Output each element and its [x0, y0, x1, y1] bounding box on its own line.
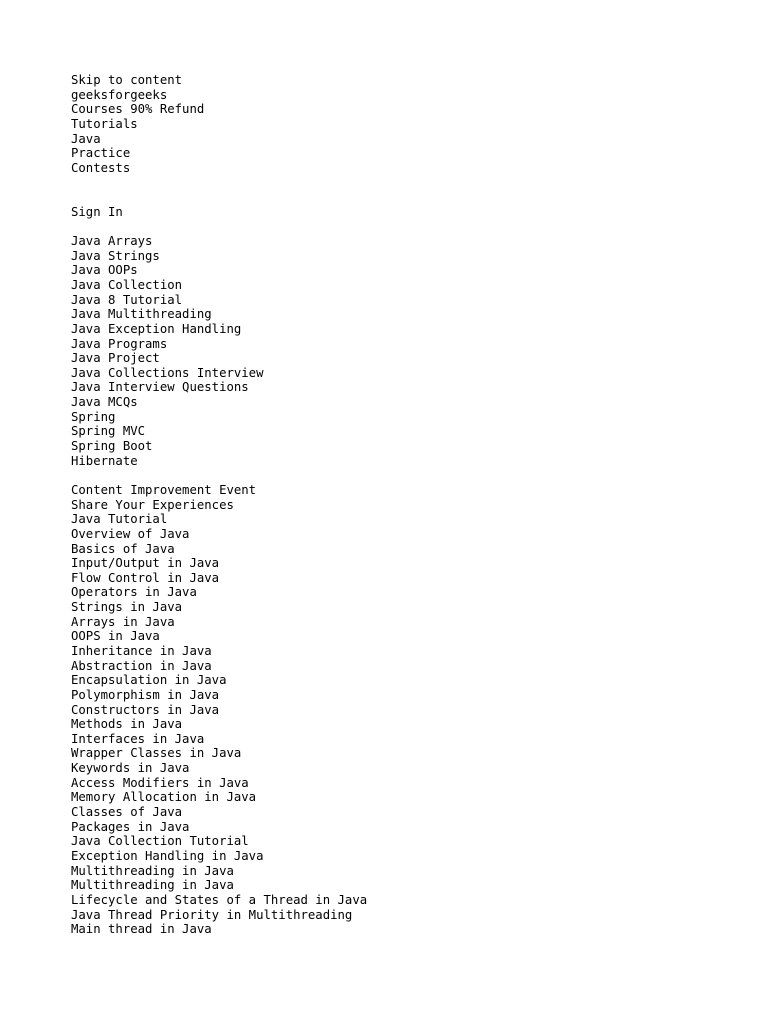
sidebar-item-strings-in-java[interactable]: Strings in Java — [71, 600, 183, 615]
sidebar-item-memory-allocation-in-java[interactable]: Memory Allocation in Java — [71, 790, 257, 805]
topic-nav — [71, 234, 751, 468]
topic-link-spring[interactable]: Spring — [71, 409, 116, 424]
topic-link-java-project[interactable]: Java Project — [71, 351, 160, 366]
sidebar-item-keywords-in-java[interactable]: Keywords in Java — [71, 761, 190, 776]
topic-link-java-oops[interactable]: Java OOPs — [71, 263, 138, 278]
sidebar-item-operators-in-java[interactable]: Operators in Java — [71, 585, 197, 600]
sidebar-item-abstraction-in-java[interactable]: Abstraction in Java — [71, 658, 212, 673]
page-content — [71, 73, 751, 937]
site-logo[interactable]: geeksforgeeks — [71, 87, 168, 102]
nav-item-contests[interactable]: Contests — [71, 160, 131, 175]
sidebar-item-arrays-in-java[interactable]: Arrays in Java — [71, 614, 175, 629]
sidebar-item-share-your-experiences[interactable]: Share Your Experiences — [71, 497, 234, 512]
nav-item-courses[interactable]: Courses 90% Refund — [71, 102, 205, 117]
topic-link-java-interview-questions[interactable]: Java Interview Questions — [71, 380, 249, 395]
sidebar-item-basics-of-java[interactable]: Basics of Java — [71, 541, 175, 556]
sidebar-item-exception-handling-in-java[interactable]: Exception Handling in Java — [71, 848, 264, 863]
topic-link-java-arrays[interactable]: Java Arrays — [71, 234, 153, 249]
nav-item-tutorials[interactable]: Tutorials — [71, 116, 138, 131]
topic-link-java-collection[interactable]: Java Collection — [71, 277, 183, 292]
topic-link-java-multithreading[interactable]: Java Multithreading — [71, 307, 212, 322]
sidebar-item-classes-of-java[interactable]: Classes of Java — [71, 805, 183, 820]
topic-link-java-8-tutorial[interactable]: Java 8 Tutorial — [71, 292, 183, 307]
spacer — [71, 175, 751, 204]
topic-link-java-exception-handling[interactable]: Java Exception Handling — [71, 321, 242, 336]
sidebar-item-constructors-in-java[interactable]: Constructors in Java — [71, 702, 220, 717]
topic-link-java-strings[interactable]: Java Strings — [71, 248, 160, 263]
sidebar-item-interfaces-in-java[interactable]: Interfaces in Java — [71, 731, 205, 746]
sidebar-item-flow-control-in-java[interactable]: Flow Control in Java — [71, 570, 220, 585]
nav-item-java[interactable]: Java — [71, 131, 101, 146]
sidebar-item-overview-of-java[interactable]: Overview of Java — [71, 526, 190, 541]
topic-link-java-mcqs[interactable]: Java MCQs — [71, 395, 138, 410]
sidebar-item-lifecycle-and-states-of-a-thread-in-java[interactable]: Lifecycle and States of a Thread in Java — [71, 892, 368, 907]
sidebar-item-polymorphism-in-java[interactable]: Polymorphism in Java — [71, 687, 220, 702]
topic-link-java-programs[interactable]: Java Programs — [71, 336, 168, 351]
sidebar-item-input-output-in-java[interactable]: Input/Output in Java — [71, 556, 220, 571]
sidebar-item-methods-in-java[interactable]: Methods in Java — [71, 717, 183, 732]
topic-link-spring-boot[interactable]: Spring Boot — [71, 439, 153, 454]
sidebar-item-wrapper-classes-in-java[interactable]: Wrapper Classes in Java — [71, 746, 242, 761]
topic-link-hibernate[interactable]: Hibernate — [71, 453, 138, 468]
nav-item-practice[interactable]: Practice — [71, 146, 131, 161]
sidebar-item-inheritance-in-java[interactable]: Inheritance in Java — [71, 644, 212, 658]
spacer — [71, 219, 751, 234]
sign-in-button[interactable]: Sign In — [71, 204, 123, 219]
sidebar-item-packages-in-java[interactable]: Packages in Java — [71, 819, 190, 834]
topic-link-spring-mvc[interactable]: Spring MVC — [71, 424, 146, 439]
sidebar-item-encapsulation-in-java[interactable]: Encapsulation in Java — [71, 673, 227, 688]
sidebar-item-main-thread-in-java[interactable]: Main thread in Java — [71, 922, 212, 937]
sidebar-item-oops-in-java[interactable]: OOPS in Java — [71, 629, 160, 644]
sidebar-item-java-tutorial[interactable]: Java Tutorial — [71, 512, 168, 527]
skip-to-content-link[interactable]: Skip to content — [71, 73, 183, 87]
sidebar-item-access-modifiers-in-java[interactable]: Access Modifiers in Java — [71, 775, 249, 790]
sidebar-list — [71, 483, 751, 937]
sidebar-item-java-thread-priority-in-multithreading[interactable]: Java Thread Priority in Multithreading — [71, 907, 353, 922]
sidebar-item-content-improvement-event[interactable]: Content Improvement Event — [71, 482, 257, 497]
spacer — [71, 468, 751, 483]
sidebar-item-multithreading-in-java[interactable]: Multithreading in Java — [71, 878, 234, 893]
sidebar-item-java-collection-tutorial[interactable]: Java Collection Tutorial — [71, 834, 249, 849]
sidebar-item-multithreading-in-java[interactable]: Multithreading in Java — [71, 863, 234, 878]
main-nav — [71, 102, 751, 175]
topic-link-java-collections-interview[interactable]: Java Collections Interview — [71, 365, 264, 380]
